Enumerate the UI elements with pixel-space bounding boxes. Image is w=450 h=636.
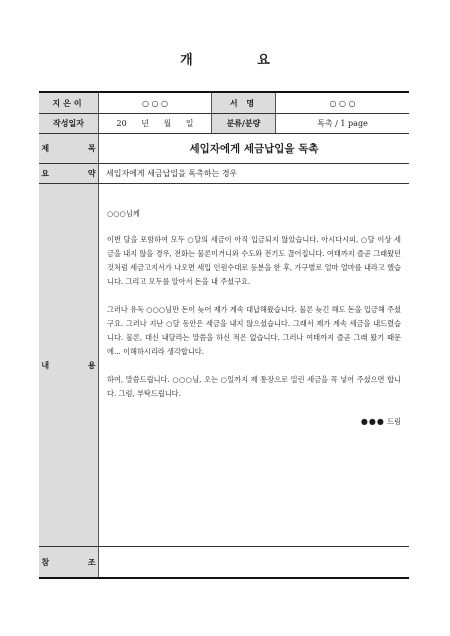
content-body[interactable] bbox=[99, 184, 409, 546]
signature-label: 서 명 bbox=[212, 93, 276, 113]
summary-label: 요 약 bbox=[39, 164, 99, 183]
writer-label: 지은이 bbox=[39, 93, 99, 113]
summary-form bbox=[39, 91, 409, 579]
signature-name-mark: ●●● bbox=[360, 417, 385, 426]
date-label: 작성일자 bbox=[39, 114, 99, 133]
date-value[interactable]: 20 년 월 일 bbox=[99, 114, 212, 133]
letter-greeting: ○○○님께 bbox=[107, 209, 140, 218]
bottom-border bbox=[39, 577, 409, 579]
subject-row bbox=[39, 134, 409, 164]
note-value[interactable] bbox=[99, 547, 409, 577]
subject-value[interactable]: 세입자에게 세금납입을 독촉 bbox=[189, 143, 319, 155]
subject-label: 제 목 bbox=[39, 134, 99, 163]
page-title: 개 요 bbox=[180, 53, 300, 68]
letter-paragraph-3: 하여, 말씀드립니다. ○○○님, 오는 ○일까지 제 통장으로 밀린 세금을 꼭 넣어 주셨으면 합니다. 그럼, 부탁드립니다. bbox=[107, 375, 401, 398]
content-row bbox=[39, 184, 409, 547]
signature-text: 드림 bbox=[387, 417, 401, 426]
category-value[interactable]: 독촉 / 1 page bbox=[317, 119, 368, 128]
letter-paragraph-2: 그러나 유독 ○○○님만 돈이 늦어 제가 계속 대납해왔습니다. 물론 늦긴 해도 돈을 입금해 주셨구요. 그러나 지난 ○달 동안은 세금을 내지 않으셨습니다. 그래서 제가 계속 세금을 내드렸습니다. 물론, 대신 내달라는 말씀을 하신 적은 없습니다. 그러나 여태까지 즐곧 그래 왔기 때문에... 이해하시리라 생각합니다. bbox=[107, 305, 401, 356]
summary-value[interactable]: 세입자에게 세금납입을 독촉하는 경우 bbox=[106, 169, 238, 178]
note-label: 참 조 bbox=[39, 547, 99, 577]
note-row bbox=[39, 547, 409, 577]
writer-value[interactable]: ○ ○ ○ bbox=[99, 93, 212, 113]
category-label: 분류/분량 bbox=[212, 114, 276, 133]
date-row bbox=[39, 114, 409, 134]
letter-signature bbox=[107, 415, 401, 429]
letter-paragraph-1: 이번 달을 포함하여 모두 ○달의 세금이 아직 입금되지 않았습니다. 아시다시피, ○달 이상 세금을 내지 않을 경우, 전화는 물론이거니와 수도와 전기도 끊어집니다. 여태까지 즐곧 그래왔던 것처럼 세금고지서가 나오면 세입 인원수대로 등분을 한 후, 가구별로 얼마 얼마를 내라고 했습니다. 그리고 모두를 알아서 돈을 내 주셨구요. bbox=[107, 235, 401, 286]
content-label: 내 용 bbox=[39, 184, 99, 546]
writer-row bbox=[39, 93, 409, 114]
signature-value[interactable]: ○ ○ ○ bbox=[329, 98, 356, 108]
summary-row bbox=[39, 164, 409, 184]
